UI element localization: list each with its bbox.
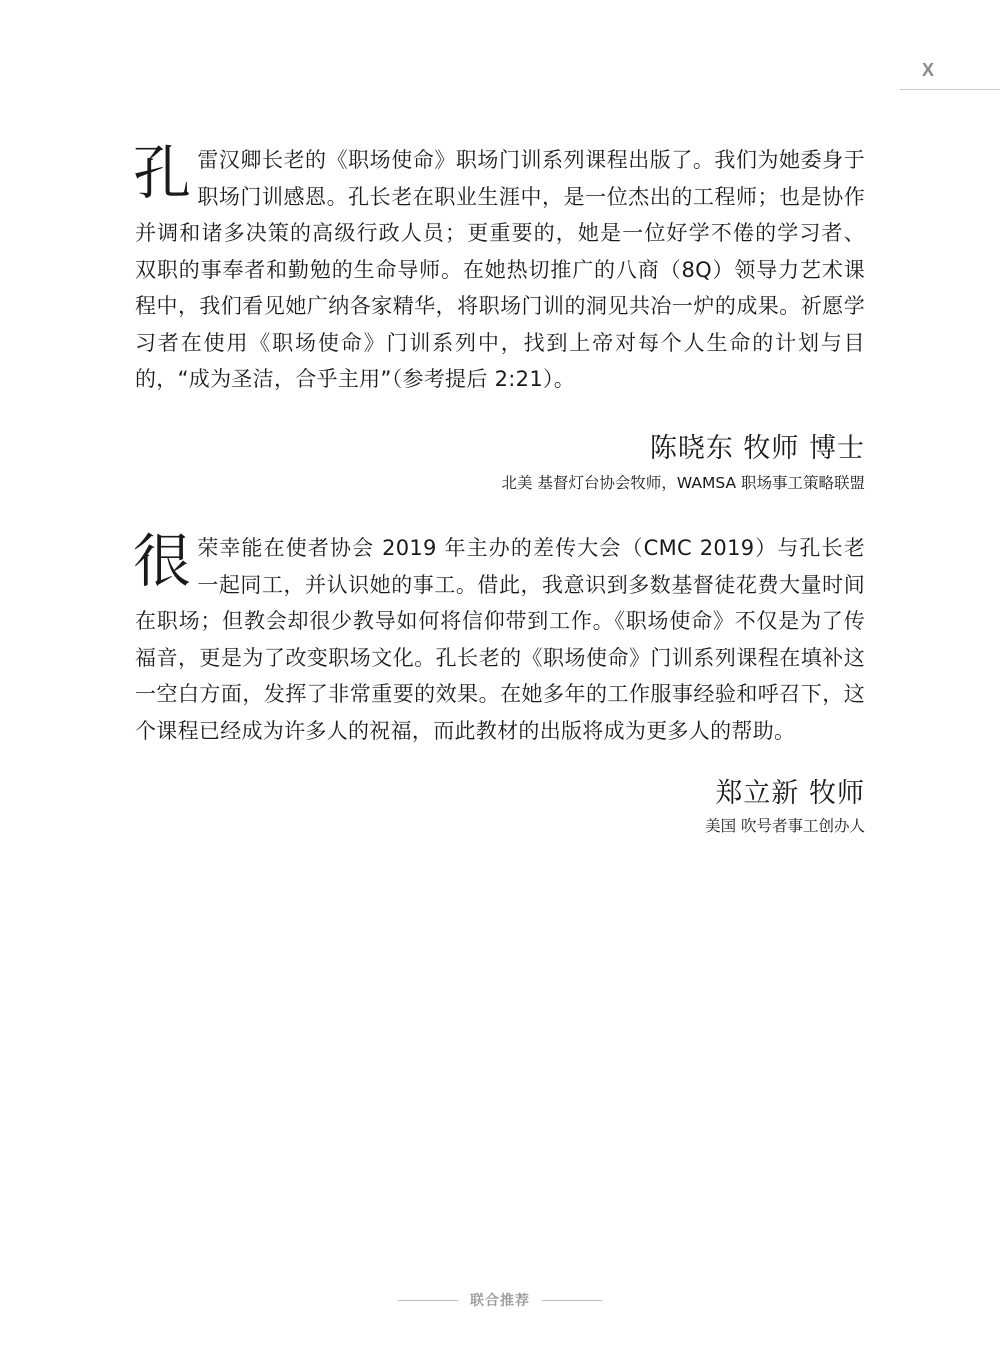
page-footer <box>0 1290 1000 1310</box>
endorsement-paragraph <box>133 527 865 749</box>
signature-name: 陈晓东 牧师 博士 <box>649 432 865 464</box>
endorsement-1 <box>133 139 865 493</box>
endorsement-paragraph <box>133 139 865 398</box>
signature-name: 郑立新 牧师 <box>715 778 865 809</box>
endorsement-2 <box>133 527 865 836</box>
signature-title: 北美 基督灯台协会牧师，WAMSA 职场事工策略联盟 <box>501 473 865 492</box>
footer-section-label: 联合推荐 <box>470 1293 530 1309</box>
page-number: X <box>921 60 934 80</box>
drop-cap: 孔 <box>133 139 192 207</box>
page-number-divider <box>900 89 1000 90</box>
drop-cap: 很 <box>133 527 192 595</box>
footer-rule-right <box>542 1300 602 1301</box>
signature-title: 美国 吹号者事工创办人 <box>705 817 865 835</box>
endorsement-text: 荣幸能在使者协会 2019 年主办的差传大会（CMC 2019）与孔长老一起同工，并认识她的事工。借此，我意识到多数基督徒花费大量时间在职场；但教会却很少教导如何将信仰带到工作。《职场使命》不仅是为了传福音，更是为了改变职场文化。孔长老的《职场使命》门训系列课程在填补这一空白方面，发挥了非常重要的效果。在她多年的工作服事经验和呼召下，这个课程已经成为许多人的祝福，而此教材的出版将成为更多人的帮助。 <box>135 536 865 743</box>
footer-rule-left <box>398 1300 458 1301</box>
endorsement-text: 雷汉卿长老的《职场使命》职场门训系列课程出版了。我们为她委身于职场门训感恩。孔长老在职业生涯中，是一位杰出的工程师；也是协作并调和诸多决策的高级行政人员；更重要的，她是一位好学不倦的学习者、 双职的事奉者和勤勉的生命导师。在她热切推广的八商（8Q）领导力艺术课程中，我们看见她广纳各家精华，将职场门训的洞见共冶一炉的成果。祈愿学习者在使用《职场使命》门训系列中，找到上帝对每个人生命的计划与目的，“成为圣洁，合乎主用”（参考提后 2:21）。 <box>135 148 865 391</box>
